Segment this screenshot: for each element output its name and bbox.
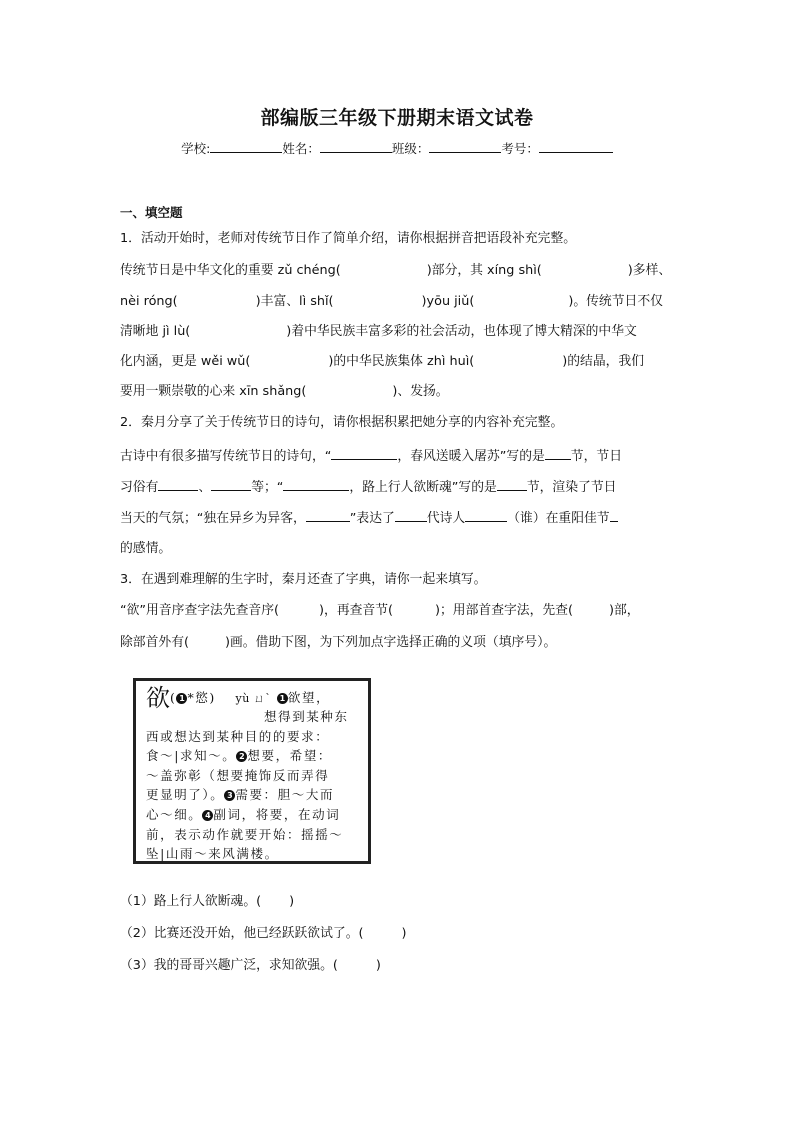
q1-stem: 1．活动开始时，老师对传统节日作了简单介绍，请你根据拼音把语段补充完整。	[120, 231, 577, 246]
q3-sub-2	[120, 925, 680, 943]
q1-text: )多样、	[627, 263, 672, 278]
dict-text: 副词，将要，在动词	[213, 806, 341, 822]
q2-stem: 2．秦月分享了关于传统节日的诗句，请你根据积累把她分享的内容补充完整。	[120, 415, 564, 430]
dict-text: 想要，希望：	[247, 748, 333, 764]
number-label: 考号：	[501, 141, 539, 156]
answer-blank[interactable]	[306, 508, 350, 522]
q3-stem: 3．在遇到难理解的生字时，秦月还查了字典，请你一起来填写。	[120, 572, 487, 587]
name-label: 姓名：	[282, 141, 320, 156]
q2-text: 代诗人	[426, 511, 466, 526]
dict-text: 更显明了）。	[146, 787, 225, 803]
dict-sense-marker: 4	[202, 810, 213, 821]
dict-text: 想得到某种东	[264, 709, 349, 724]
q3-text: )部，	[608, 603, 640, 618]
q1-text: )、发扬。	[392, 384, 449, 399]
school-label: 学校:	[181, 141, 211, 156]
q1-line-4	[120, 353, 680, 371]
dictionary-entry-image	[133, 678, 371, 864]
q1-text: nèi róng(	[120, 294, 178, 309]
dict-text: 坠|山雨～来风满楼。	[146, 846, 279, 862]
answer-blank[interactable]	[545, 446, 571, 460]
q2-line-4: 的感情。	[120, 541, 172, 556]
school-blank[interactable]	[210, 140, 282, 153]
q1-line-3	[120, 323, 680, 341]
q1-text: 清晰地 jì lù(	[120, 324, 191, 339]
dict-text: 前，表示动作就要开始：摇摇～	[146, 826, 344, 842]
q1-line-2	[120, 293, 680, 311]
answer-blank[interactable]	[610, 508, 618, 522]
q1-text: )部分，其 xíng shì(	[426, 263, 542, 278]
q3-sub-3	[120, 957, 680, 975]
dict-marker: 1	[176, 693, 187, 704]
q1-text: )。传统节日不仅	[568, 294, 663, 309]
q3-text: “欲”用音序查字法先查音序(	[120, 603, 280, 618]
q1-text: 要用一颗崇敬的心来 xīn shǎng(	[120, 384, 307, 399]
q2-text: 当天的气氛；“独在异乡为异客，	[120, 511, 306, 526]
section-heading: 一、填空题	[120, 205, 183, 220]
q1-text: )丰富、lì shǐ(	[255, 294, 334, 309]
answer-blank[interactable]	[395, 508, 427, 522]
dict-sense-marker: 2	[236, 751, 247, 762]
class-blank[interactable]	[429, 140, 501, 153]
dict-text: 食～|求知～。	[146, 748, 237, 764]
number-blank[interactable]	[539, 140, 613, 153]
q2-text: 古诗中有很多描写传统节日的诗句，“	[120, 449, 332, 464]
answer-blank[interactable]	[158, 477, 198, 491]
q3-text: )画。借助下图，为下列加点字选择正确的义项（填序号）。	[224, 635, 557, 650]
q3-text: )	[289, 894, 295, 909]
q2-line-3	[120, 508, 680, 528]
q3-text: )，再查音节(	[319, 603, 394, 618]
dict-text: 心～细。	[146, 806, 203, 822]
q3-text: （1）路上行人欲断魂。(	[120, 894, 262, 909]
dict-row	[146, 805, 360, 825]
dict-sense-marker: 1	[277, 693, 288, 704]
q1-text: 传统节日是中华文化的重要 zǔ chéng(	[120, 263, 341, 278]
dict-sense-marker: 3	[224, 790, 235, 801]
q1-text: 化内涵，更是 wěi wǔ(	[120, 354, 251, 369]
q2-line-2	[120, 477, 680, 497]
student-info-line	[0, 139, 794, 157]
dict-pinyin: yù ㄩˋ	[235, 692, 272, 705]
q3-line-1	[120, 602, 680, 620]
dict-paren: (	[170, 690, 177, 705]
q2-text: 等；“	[251, 480, 284, 495]
q1-text: )着中华民族丰富多彩的社会活动，也体现了博大精深的中华文	[286, 324, 637, 339]
dict-variant: *慾)	[187, 690, 216, 705]
q1-text: )的中华民族集体 zhì huì(	[328, 354, 475, 369]
answer-blank[interactable]	[465, 508, 507, 522]
answer-blank[interactable]	[283, 477, 349, 491]
q1-text: )yōu jiǔ(	[421, 294, 475, 309]
dict-text: 西或想达到某种目的的要求：	[146, 728, 330, 744]
q2-text: ”表达了	[349, 511, 395, 526]
q3-text: （3）我的哥哥兴趣广泛，求知欲强。(	[120, 958, 338, 973]
q2-text: 节，渲染了节日	[526, 480, 617, 495]
q2-text: ，春风送暖入屠苏”写的是	[397, 449, 545, 464]
q1-line-1	[120, 262, 680, 280]
q2-text: （谁）在重阳佳节	[507, 511, 610, 526]
q3-text: 除部首外有(	[120, 635, 189, 650]
q3-sub-1	[120, 893, 680, 911]
q3-text: )	[375, 958, 381, 973]
dict-row	[146, 785, 360, 805]
q3-text: )	[401, 926, 407, 941]
dict-text: ～盖弥彰（想要掩饰反而弄得	[146, 767, 330, 783]
q2-text: 、	[198, 480, 212, 495]
class-label: 班级：	[391, 141, 430, 156]
q2-text: ，路上行人欲断魂”写的是	[349, 480, 497, 495]
q3-text: )；用部首查字法，先查(	[435, 603, 573, 618]
dict-text: 欲望，	[287, 690, 331, 705]
answer-blank[interactable]	[331, 446, 397, 460]
name-blank[interactable]	[320, 140, 392, 153]
q3-text: （2）比赛还没开始，他已经跃跃欲试了。(	[120, 926, 364, 941]
answer-blank[interactable]	[211, 477, 251, 491]
dict-headword: 欲	[146, 684, 170, 712]
answer-blank[interactable]	[497, 477, 527, 491]
q2-text: 习俗有	[120, 480, 159, 495]
q2-line-1	[120, 446, 680, 466]
dict-text: 需要：胆～大而	[235, 787, 335, 803]
dict-row	[146, 746, 360, 766]
exam-title: 部编版三年级下册期末语文试卷	[260, 107, 534, 129]
q1-line-5	[120, 383, 680, 401]
q2-text: 节，节日	[570, 449, 622, 464]
q3-line-2	[120, 634, 680, 652]
q1-text: )的结晶，我们	[562, 354, 645, 369]
